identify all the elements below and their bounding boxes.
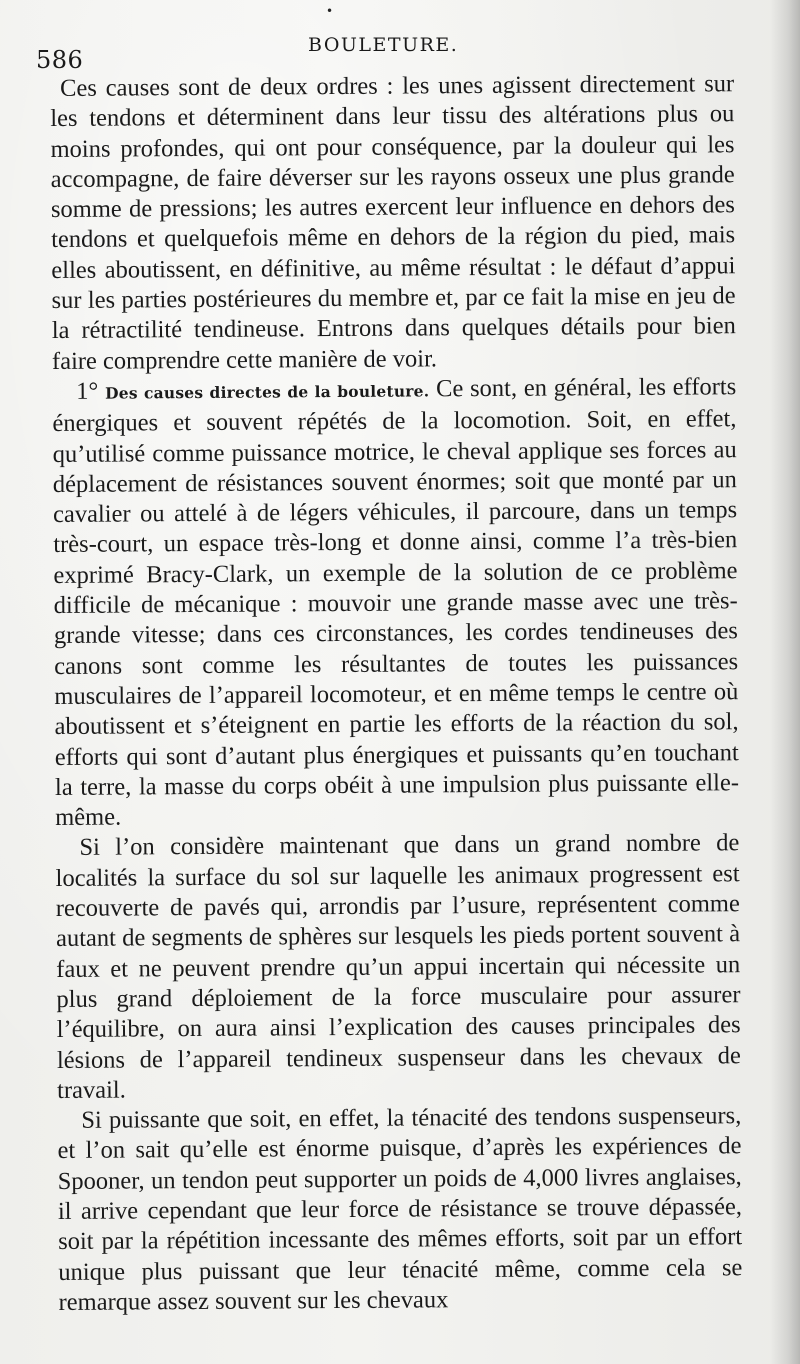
paragraph-2 xyxy=(52,372,739,833)
top-mark: • xyxy=(326,4,334,18)
paragraph-4-text: Si puissante que soit, en effet, la ténacité des tendons suspenseurs, et l’on sait qu’elle est énorme puisque, d’après les expériences de Spooner, un tendon peut supporter un poids de 4,000 livres anglaises, il arrive cependant que leur force de résistance se trouve dépassée, soit par la répétition incessante des mêmes efforts, soit par un effort unique plus puissant que leur ténacité même, comme cela se remarque assez souvent sur les chevaux xyxy=(57,1102,743,1316)
paragraph-3 xyxy=(55,829,741,1106)
section-number: 1° xyxy=(76,377,99,405)
paragraph-3-text: Si l’on considère maintenant que dans un grand nombre de localités la surface du sol sur laquelle les animaux progressent est recouverte de pavés qui, arrondis par l’usure, représentent comme autant de segments de sphères sur lesquels les pieds portent souvent à faux et ne peuvent prendre qu’un appui incertain qui nécessite un plus grand déploiement de la force musculaire pour assurer l’équilibre, on aura ainsi l’explication des causes principales des lésions de l’appareil tendineux suspenseur dans les chevaux de travail. xyxy=(55,829,741,1104)
paragraph-1 xyxy=(50,69,736,377)
paragraph-4 xyxy=(57,1101,742,1318)
body-text xyxy=(50,69,743,1318)
running-title: BOULETURE. xyxy=(308,34,459,56)
page-header xyxy=(30,30,770,74)
page-number: 586 xyxy=(36,46,84,74)
paragraph-1-text: Ces causes sont de deux ordres : les unes agissent directement sur les tendons et déterminent dans leur tissu des altérations plus ou moins profondes, qui ont pour conséquence, par la douleur qui les accompagne, de faire déverser sur les rayons osseux une plus grande somme de pressions; les autres exercent leur influence en dehors des tendons et quelquefois même en dehors de la région du pied, mais elles aboutissent, en définitive, au même résultat : le défaut d’appui sur les parties postérieures du membre et, par ce fait la mise en jeu de la rétractilité tendineuse. Entrons dans quelques détails pour bien faire comprendre cette manière de voir. xyxy=(50,70,736,375)
paragraph-2-text: Ce sont, en général, les efforts énergiques et souvent répétés de la locomotion. Soit, en effet, qu’utilisé comme puissance motrice, le cheval applique ses forces au déplacement de résistances souvent énormes; soit que monté par un cavalier ou attelé à de légers véhicules, il parcoure, dans un temps très-court, un espace très-long et donne ainsi, comme l’a très-bien exprimé Bracy-Clark, un exemple de la solution de ce problème difficile de mécanique : mouvoir une grande masse avec une très-grande vitesse; dans ces circonstances, les cordes tendineuses des canons sont comme les résultantes de toutes les puissances musculaires de l’appareil locomoteur, et en même temps le centre où aboutissent et s’éteignent en partie les efforts de la réaction du sol, efforts qui sont d’autant plus énergiques et puissants qu’en touchant la terre, la masse du corps obéit à une impulsion plus puissante elle-même. xyxy=(52,373,740,832)
page-edge-shadow xyxy=(770,0,800,1364)
section-heading: Des causes directes de la bouleture. xyxy=(105,381,430,403)
